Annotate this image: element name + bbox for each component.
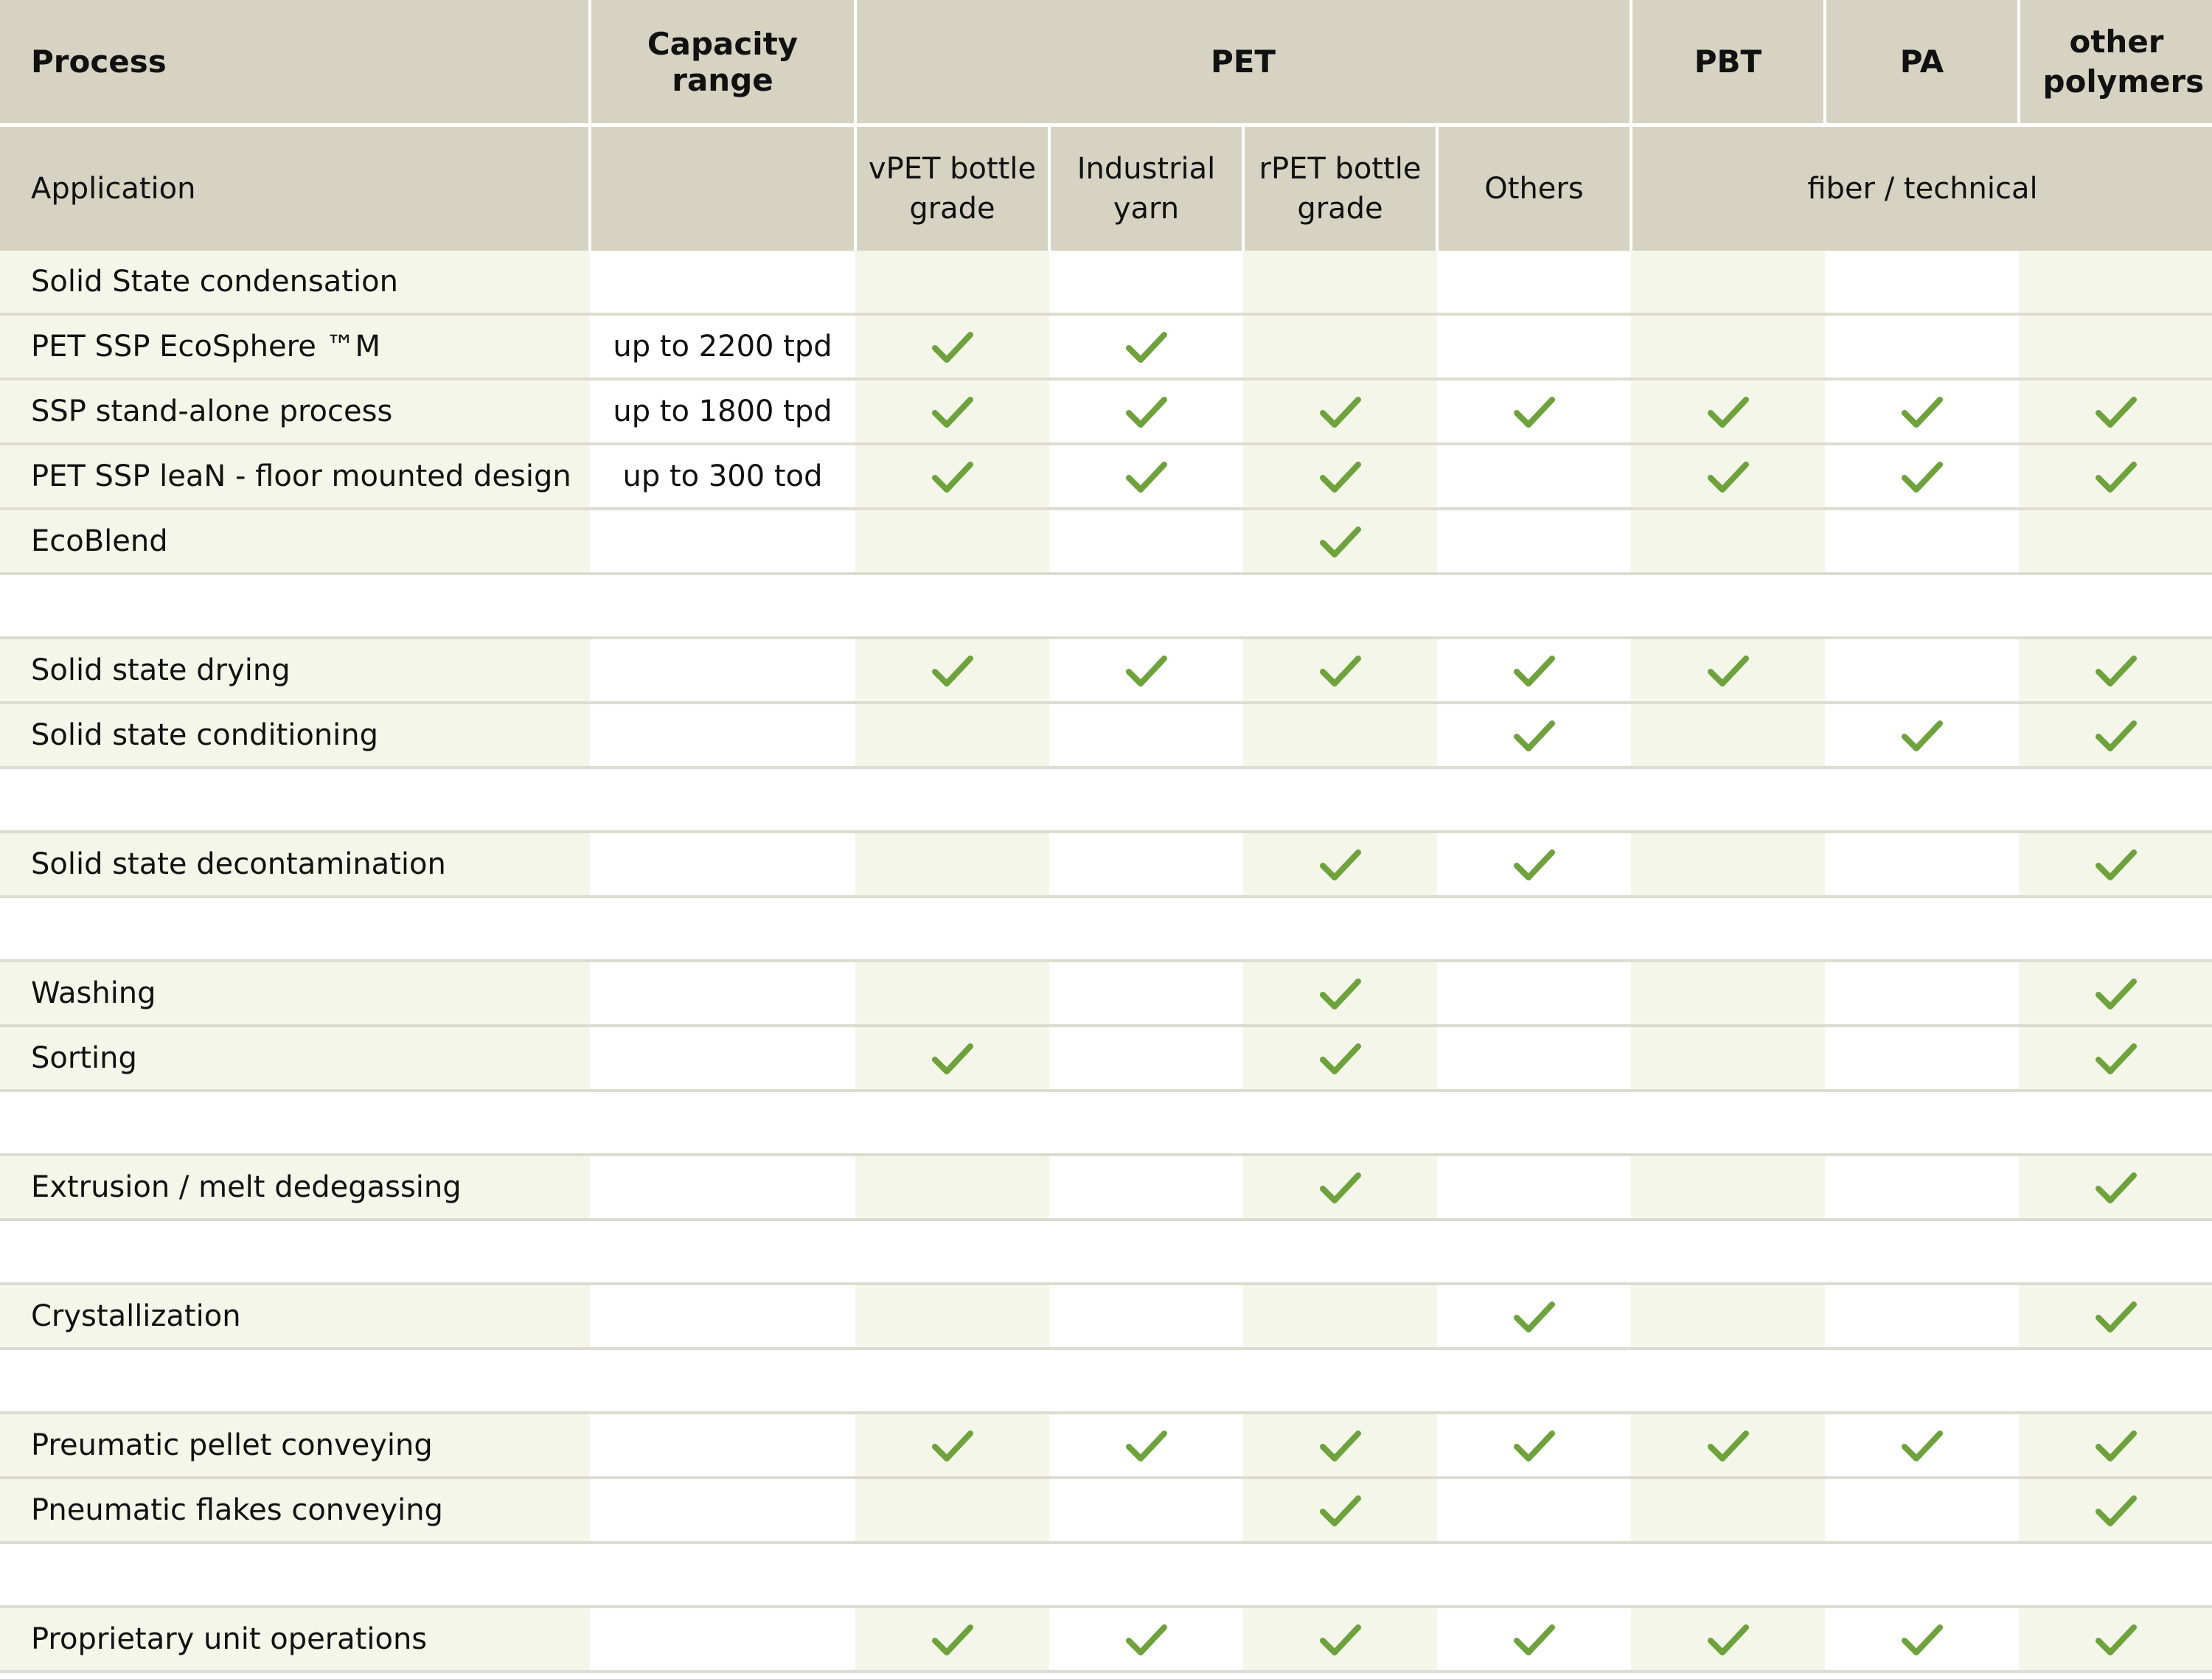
check-cell (1825, 314, 2019, 379)
checkmark-icon (1320, 1623, 1361, 1657)
row-label: Solid state drying (0, 638, 590, 703)
capacity-cell (590, 251, 855, 314)
table-row (0, 314, 2212, 379)
check-cell (855, 1284, 1049, 1349)
check-cell (855, 509, 1049, 574)
spacer-row (0, 1349, 2212, 1413)
check-cell (1631, 832, 1825, 897)
capacity-cell (590, 1478, 855, 1543)
checkmark-icon (1320, 1494, 1361, 1528)
check-cell (855, 961, 1049, 1026)
check-cell (1437, 251, 1631, 314)
checkmark-icon (2096, 977, 2137, 1011)
row-label: Preumatic pellet conveying (0, 1413, 590, 1478)
checkmark-icon (1320, 460, 1361, 494)
check-cell (1631, 1284, 1825, 1349)
check-cell (1437, 1413, 1631, 1478)
check-cell (2019, 703, 2212, 768)
checkmark-icon (2096, 654, 2137, 688)
table-header (0, 0, 2212, 251)
checkmark-icon (1514, 1300, 1555, 1334)
check-cell (1437, 961, 1631, 1026)
checkmark-icon (1320, 977, 1361, 1011)
capacity-cell (590, 1284, 855, 1349)
check-cell (1437, 703, 1631, 768)
check-cell (1825, 1026, 2019, 1091)
table-row (0, 703, 2212, 768)
check-cell (1049, 509, 1243, 574)
row-label: EcoBlend (0, 509, 590, 574)
checkmark-icon (932, 330, 973, 364)
checkmark-icon (1126, 330, 1167, 364)
check-cell (2019, 251, 2212, 314)
check-cell (2019, 1284, 2212, 1349)
header-vpet (855, 125, 1049, 251)
checkmark-icon (1708, 395, 1749, 429)
check-cell (2019, 1155, 2212, 1220)
checkmark-icon (1708, 1429, 1749, 1463)
check-cell (1437, 1478, 1631, 1543)
table-row (0, 1478, 2212, 1543)
table-row (0, 1607, 2212, 1672)
check-cell (1825, 703, 2019, 768)
check-cell (1049, 703, 1243, 768)
check-cell (1631, 961, 1825, 1026)
check-cell (1631, 444, 1825, 509)
checkmark-icon (1320, 654, 1361, 688)
checkmark-icon (1126, 1429, 1167, 1463)
checkmark-icon (932, 1429, 973, 1463)
header-pbt: PBT (1631, 0, 1825, 125)
checkmark-icon (2096, 1300, 2137, 1334)
check-cell (1049, 638, 1243, 703)
capacity-cell: up to 2200 tpd (590, 314, 855, 379)
spacer-cell (0, 1091, 2212, 1155)
check-cell (1631, 1478, 1825, 1543)
checkmark-icon (1514, 654, 1555, 688)
checkmark-icon (1514, 1623, 1555, 1657)
check-cell (855, 1026, 1049, 1091)
check-cell (1825, 1284, 2019, 1349)
check-cell (1049, 314, 1243, 379)
checkmark-icon (2096, 460, 2137, 494)
check-cell (1825, 1413, 2019, 1478)
checkmark-icon (1126, 460, 1167, 494)
row-label: Solid state decontamination (0, 832, 590, 897)
check-cell (1631, 1413, 1825, 1478)
check-cell (1631, 251, 1825, 314)
check-cell (1825, 251, 2019, 314)
spacer-row (0, 768, 2212, 832)
check-cell (1825, 379, 2019, 444)
check-cell (1437, 509, 1631, 574)
checkmark-icon (1902, 1429, 1943, 1463)
table-row (0, 379, 2212, 444)
check-cell (1243, 1155, 1437, 1220)
check-cell (1437, 1155, 1631, 1220)
check-cell (1049, 1026, 1243, 1091)
check-cell (1825, 1607, 2019, 1672)
check-cell (855, 703, 1049, 768)
checkmark-icon (2096, 1171, 2137, 1205)
row-label: Solid state conditioning (0, 703, 590, 768)
check-cell (2019, 379, 2212, 444)
spacer-cell (0, 1220, 2212, 1284)
checkmark-icon (1514, 719, 1555, 753)
checkmark-icon (1320, 395, 1361, 429)
check-cell (1243, 832, 1437, 897)
capacity-cell (590, 832, 855, 897)
checkmark-icon (1126, 654, 1167, 688)
check-cell (1631, 703, 1825, 768)
header-other-polymers-text: other polymers (2042, 23, 2205, 100)
check-cell (1049, 444, 1243, 509)
check-cell (1243, 961, 1437, 1026)
check-cell (855, 1155, 1049, 1220)
spacer-cell (0, 1543, 2212, 1607)
checkmark-icon (932, 395, 973, 429)
checkmark-icon (2096, 719, 2137, 753)
checkmark-icon (1902, 1623, 1943, 1657)
header-application: Application (0, 125, 590, 251)
checkmark-icon (2096, 1042, 2137, 1076)
row-label: Solid State condensation (0, 251, 590, 314)
checkmark-icon (1902, 719, 1943, 753)
check-cell (1437, 314, 1631, 379)
check-cell (2019, 1607, 2212, 1672)
check-cell (1243, 1026, 1437, 1091)
table-row (0, 1026, 2212, 1091)
check-cell (1437, 1607, 1631, 1672)
capacity-cell: up to 1800 tpd (590, 379, 855, 444)
check-cell (855, 1607, 1049, 1672)
checkmark-icon (1902, 460, 1943, 494)
check-cell (1437, 638, 1631, 703)
checkmark-icon (1320, 1429, 1361, 1463)
checkmark-icon (932, 1623, 973, 1657)
check-cell (1631, 1026, 1825, 1091)
checkmark-icon (2096, 848, 2137, 882)
check-cell (2019, 832, 2212, 897)
table-row (0, 1413, 2212, 1478)
header-pet: PET (855, 0, 1631, 125)
capacity-cell (590, 509, 855, 574)
check-cell (1825, 1478, 2019, 1543)
check-cell (1825, 1155, 2019, 1220)
check-cell (1437, 1284, 1631, 1349)
row-label: PET SSP EcoSphere ™M (0, 314, 590, 379)
check-cell (1049, 1478, 1243, 1543)
check-cell (1243, 314, 1437, 379)
check-cell (1825, 961, 2019, 1026)
row-label: Washing (0, 961, 590, 1026)
header-other-polymers (2019, 0, 2212, 125)
check-cell (2019, 961, 2212, 1026)
capacity-cell (590, 1607, 855, 1672)
row-label: Extrusion / melt dedegassing (0, 1155, 590, 1220)
capacity-cell (590, 1155, 855, 1220)
checkmark-icon (1902, 395, 1943, 429)
header-row-process (0, 0, 2212, 125)
check-cell (855, 1413, 1049, 1478)
spacer-cell (0, 574, 2212, 638)
check-cell (855, 1478, 1049, 1543)
check-cell (855, 379, 1049, 444)
check-cell (2019, 638, 2212, 703)
spacer-row (0, 574, 2212, 638)
check-cell (1049, 961, 1243, 1026)
capacity-cell (590, 1413, 855, 1478)
checkmark-icon (2096, 1623, 2137, 1657)
row-label: SSP stand-alone process (0, 379, 590, 444)
table-row (0, 1155, 2212, 1220)
check-cell (1243, 638, 1437, 703)
check-cell (1243, 1607, 1437, 1672)
check-cell (1243, 251, 1437, 314)
table-row (0, 444, 2212, 509)
check-cell (855, 314, 1049, 379)
checkmark-icon (1514, 1429, 1555, 1463)
check-cell (1631, 1155, 1825, 1220)
checkmark-icon (2096, 1494, 2137, 1528)
header-industrial-yarn (1049, 125, 1243, 251)
header-capacity-range: Capacity range (590, 0, 855, 125)
header-industrial-yarn-text: Industrial yarn (1077, 152, 1216, 226)
check-cell (855, 832, 1049, 897)
check-cell (1825, 444, 2019, 509)
spacer-row (0, 1543, 2212, 1607)
header-rpet (1243, 125, 1437, 251)
check-cell (1243, 444, 1437, 509)
table-row (0, 251, 2212, 314)
row-label: Sorting (0, 1026, 590, 1091)
checkmark-icon (1708, 654, 1749, 688)
checkmark-icon (1514, 848, 1555, 882)
check-cell (1049, 1284, 1243, 1349)
header-vpet-text: vPET bottle grade (868, 152, 1037, 226)
check-cell (1243, 1478, 1437, 1543)
checkmark-icon (1708, 1623, 1749, 1657)
check-cell (1631, 314, 1825, 379)
spacer-cell (0, 1349, 2212, 1413)
checkmark-icon (1514, 395, 1555, 429)
check-cell (1825, 832, 2019, 897)
checkmark-icon (932, 460, 973, 494)
checkmark-icon (932, 654, 973, 688)
checkmark-icon (1320, 848, 1361, 882)
checkmark-icon (932, 1042, 973, 1076)
header-row-application (0, 125, 2212, 251)
capacity-cell (590, 703, 855, 768)
check-cell (1631, 509, 1825, 574)
table-row (0, 1284, 2212, 1349)
check-cell (2019, 1413, 2212, 1478)
spacer-row (0, 1091, 2212, 1155)
check-cell (1243, 379, 1437, 444)
spacer-cell (0, 897, 2212, 961)
check-cell (1243, 1284, 1437, 1349)
row-label: PET SSP leaN - floor mounted design (0, 444, 590, 509)
table-row (0, 832, 2212, 897)
check-cell (1049, 379, 1243, 444)
header-fiber-technical: fiber / technical (1631, 125, 2212, 251)
check-cell (1631, 379, 1825, 444)
check-cell (1049, 1413, 1243, 1478)
table-row (0, 961, 2212, 1026)
capacity-cell: up to 300 tod (590, 444, 855, 509)
header-pa: PA (1825, 0, 2019, 125)
check-cell (1049, 251, 1243, 314)
check-cell (1437, 1026, 1631, 1091)
check-cell (1825, 509, 2019, 574)
check-cell (1243, 509, 1437, 574)
check-cell (1049, 832, 1243, 897)
check-cell (2019, 509, 2212, 574)
check-cell (1437, 444, 1631, 509)
check-cell (1437, 832, 1631, 897)
table-row (0, 509, 2212, 574)
capacity-cell (590, 1026, 855, 1091)
table-row (0, 638, 2212, 703)
checkmark-icon (2096, 395, 2137, 429)
row-label: Crystallization (0, 1284, 590, 1349)
checkmark-icon (1320, 525, 1361, 559)
check-cell (1631, 1607, 1825, 1672)
checkmark-icon (2096, 1429, 2137, 1463)
row-label: Proprietary unit operations (0, 1607, 590, 1672)
checkmark-icon (1320, 1042, 1361, 1076)
check-cell (1243, 703, 1437, 768)
header-rpet-text: rPET bottle grade (1259, 152, 1422, 226)
capacity-cell (590, 638, 855, 703)
row-label: Pneumatic flakes conveying (0, 1478, 590, 1543)
capacity-cell (590, 961, 855, 1026)
check-cell (855, 251, 1049, 314)
spacer-row (0, 897, 2212, 961)
check-cell (1243, 1413, 1437, 1478)
check-cell (855, 444, 1049, 509)
table-body (0, 251, 2212, 1672)
spacer-row (0, 1220, 2212, 1284)
check-cell (1631, 638, 1825, 703)
checkmark-icon (1320, 1171, 1361, 1205)
check-cell (2019, 1478, 2212, 1543)
header-process: Process (0, 0, 590, 125)
checkmark-icon (1708, 460, 1749, 494)
check-cell (1437, 379, 1631, 444)
check-cell (1825, 638, 2019, 703)
check-cell (1049, 1607, 1243, 1672)
check-cell (855, 638, 1049, 703)
header-others: Others (1437, 125, 1631, 251)
check-cell (2019, 444, 2212, 509)
header-application-blank (590, 125, 855, 251)
check-cell (2019, 314, 2212, 379)
checkmark-icon (1126, 1623, 1167, 1657)
spacer-cell (0, 768, 2212, 832)
checkmark-icon (1126, 395, 1167, 429)
check-cell (2019, 1026, 2212, 1091)
check-cell (1049, 1155, 1243, 1220)
